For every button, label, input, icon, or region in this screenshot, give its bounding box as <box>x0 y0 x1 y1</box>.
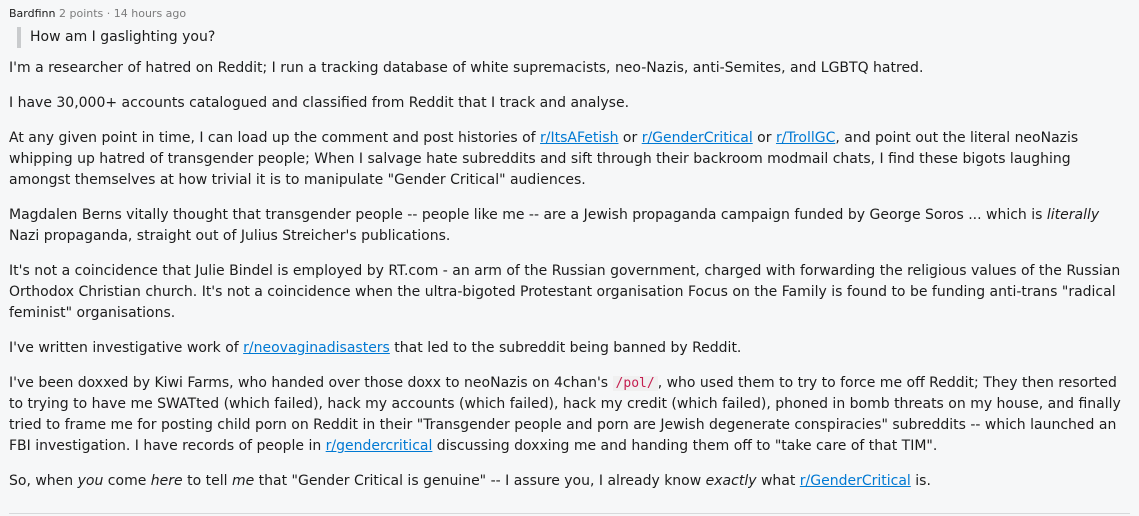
text: At any given point in time, I can load up the comment and post histories of <box>9 130 541 146</box>
paragraph-1: I'm a researcher of hatred on Reddit; I run a tracking database of white supremacists, neo-Nazis, anti-Semites, and LGBTQ hatred. <box>9 60 924 76</box>
blockquote <box>17 27 1130 48</box>
text: Magdalen Berns vitally thought that transgender people -- people like me -- are a Jewish propaganda campaign funded by George Soros ... which is <box>9 207 1047 223</box>
subreddit-link-trollgc[interactable]: r/TrollGC <box>775 130 836 146</box>
text: that led to the subreddit being banned by Reddit. <box>389 340 742 356</box>
paragraph-3 <box>9 128 1130 191</box>
points: 2 points <box>58 7 104 20</box>
text: Nazi propaganda, straight out of Julius Streicher's publications. <box>9 228 451 244</box>
text: or <box>752 130 776 146</box>
quote-text: How am I gaslighting you? <box>30 29 216 45</box>
text: that "Gender Critical is genuine" -- I assure you, I already know <box>254 473 706 489</box>
emphasis: me <box>231 473 255 489</box>
text: discussing doxxing me and handing them off to "take care of that TIM". <box>432 438 938 454</box>
text: So, when <box>9 473 78 489</box>
emphasis: literally <box>1046 207 1100 223</box>
text: or <box>618 130 642 146</box>
emphasis: here <box>150 473 183 489</box>
text: to tell <box>182 473 232 489</box>
paragraph-2: I have 30,000+ accounts catalogued and classified from Reddit that I track and analyse. <box>9 95 630 111</box>
emphasis: exactly <box>705 473 757 489</box>
text: , who used them to try to force me off Reddit; They then resorted to trying to have me SWATted (which failed), hack my accounts (which failed), hack my credit (which failed), phoned in bomb threats on my house, and finally tried to frame me for posting child porn on Reddit in their "Transgender people and porn are Jewish degenerate conspiracies" subreddits -- which launched an FBI investigation. I have records of people in <box>9 375 1121 454</box>
author-link[interactable]: Bardfinn <box>9 7 56 20</box>
paragraph-4 <box>9 205 1130 247</box>
subreddit-link-neovaginadisasters[interactable]: r/neovaginadisasters <box>243 340 390 356</box>
emphasis: you <box>77 473 104 489</box>
meta-separator: · <box>106 7 111 20</box>
inline-code: /pol/ <box>613 376 658 391</box>
subreddit-link-gendercritical-final[interactable]: r/GenderCritical <box>799 473 911 489</box>
divider <box>9 513 1130 514</box>
text: I've been doxxed by Kiwi Farms, who handed over those doxx to neoNazis on 4chan's <box>9 375 613 391</box>
text: come <box>103 473 151 489</box>
subreddit-link-gendercritical-lower[interactable]: r/gendercritical <box>325 438 433 454</box>
subreddit-link-itsafetish[interactable]: r/ItsAFetish <box>540 130 619 146</box>
text: , and point out the literal neoNazis whipping up hatred of transgender people; When I salvage hate subreddits and sift through their backroom modmail chats, I find these bigots laughing amongst themselves at how trivial it is to manipulate "Gender Critical" audiences. <box>9 130 1079 188</box>
text: is. <box>910 473 931 489</box>
paragraph-8 <box>9 471 1130 492</box>
text: what <box>756 473 800 489</box>
timestamp[interactable]: 14 hours ago <box>113 7 187 20</box>
paragraph-5: It's not a coincidence that Julie Bindel is employed by RT.com - an arm of the Russian government, charged with forwarding the religious values of the Russian Orthodox Christian church. It's not a coincidence when the ultra-bigoted Protestant organisation Focus on the Family is found to be funding anti-trans "radical feminist" organisations. <box>9 263 1121 321</box>
text: I've written investigative work of <box>9 340 244 356</box>
paragraph-7 <box>9 373 1130 457</box>
subreddit-link-gendercritical[interactable]: r/GenderCritical <box>641 130 753 146</box>
comment-meta <box>9 7 1130 21</box>
paragraph-6 <box>9 338 1130 359</box>
